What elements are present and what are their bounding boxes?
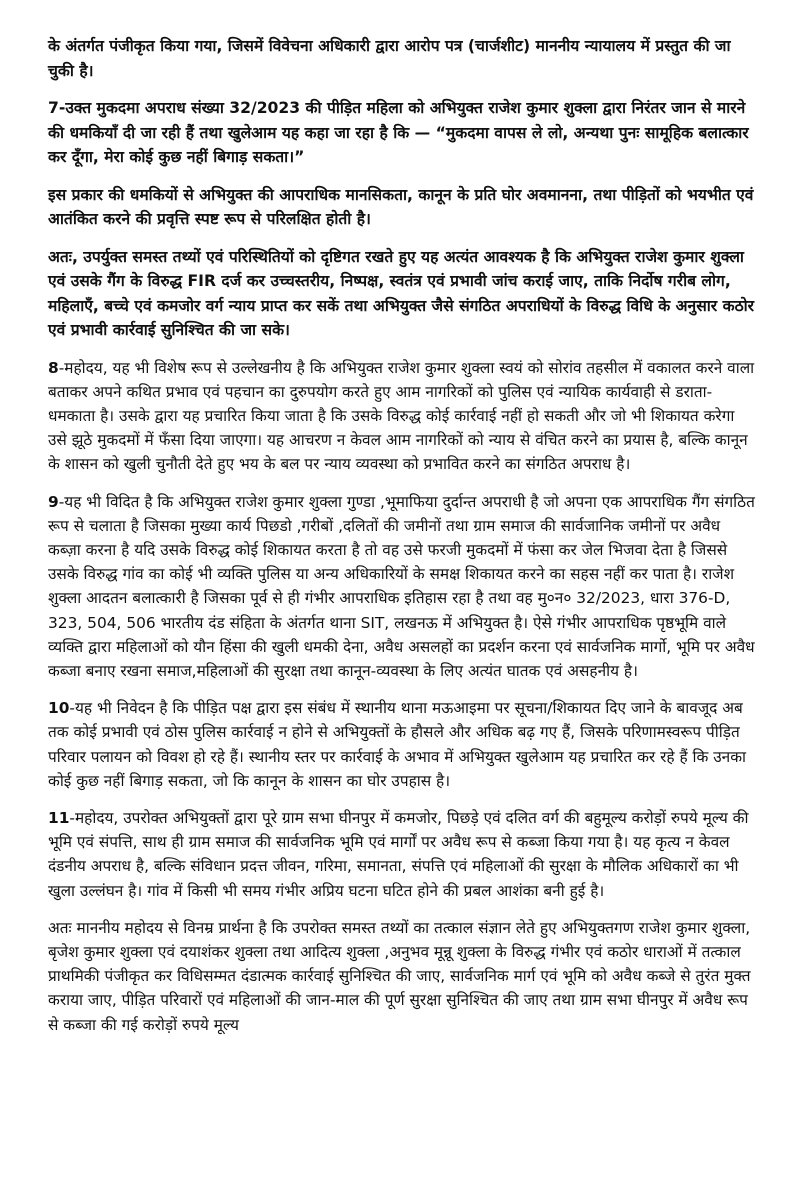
paragraph-prayer [48,916,756,1037]
paragraph-text: अतः माननीय महोदय से विनम्र प्रार्थना है कि उपरोक्त समस्त तथ्यों का तत्काल संज्ञान लेते हुए अभियुक्तगण राजेश कुमार शुक्ला, बृजेश कुमार शुक्ला एवं दयाशंकर शुक्ला तथा आदित्य शुक्ला ,अनुभव मून्नू शुक्ला के विरुद्ध गंभीर एवं कठोर धाराओं में तत्काल प्राथमिकी पंजीकृत कर विधिसम्मत दंडात्मक कार्रवाई सुनिश्चित की जाए, सार्वजनिक मार्ग एवं भूमि को अवैध कब्जे से तुरंत मुक्त कराया जाए, पीड़ित परिवारों एवं महिलाओं की जान-माल की पूर्ण सुरक्षा सुनिश्चित की जाए तथा ग्राम सभा घीनपुर में अवैध रूप से कब्जा की गई करोड़ों रुपये मूल्य [48,918,751,1034]
paragraph-fir-request [48,245,756,343]
paragraph-text: -महोदय, उपरोक्त अभियुक्तों द्वारा पूरे ग्राम सभा घीनपुर में कमजोर, पिछड़े एवं दलित वर्ग की बहुमूल्य करोड़ों रुपये मूल्य की भूमि एवं संपत्ति, साथ ही ग्राम समाज की सार्वजनिक भूमि एवं मार्गों पर अवैध रूप से कब्जा किया गया है। यह कृत्य न केवल दंडनीय अपराध है, बल्कि संविधान प्रदत्त जीवन, गरिमा, समानता, संपत्ति एवं महिलाओं की सुरक्षा के मौलिक अधिकारों का भी खुला उल्लंघन है। गांव में किसी भी समय गंभीर अप्रिय घटना घटित होने की प्रबल आशंका बनी हुई है। [48,808,749,900]
paragraph-7-threats [48,96,756,170]
document-page [48,34,756,1050]
paragraph-text: इस प्रकार की धमकियों से अभियुक्त की आपराधिक मानसिकता, कानून के प्रति घोर अवमानना, तथा पीड़ितों को भयभीत एवं आतंकित करने की प्रवृत्ति स्पष्ट रूप से परिलक्षित होती है। [48,185,754,228]
paragraph-text: के अंतर्गत पंजीकृत किया गया, जिसमें विवेचना अधिकारी द्वारा आरोप पत्र (चार्जशीट) माननीय न्यायालय में प्रस्तुत की जा चुकी है। [48,37,731,80]
paragraph-chargesheet-continuation [48,34,756,83]
paragraph-text: -यह भी निवेदन है कि पीड़ित पक्ष द्वारा इस संबंध में स्थानीय थाना मऊआइमा पर सूचना/शिकायत दिए जाने के बावजूद अब तक कोई प्रभावी एवं ठोस पुलिस कार्रवाई न होने से अभियुक्तों के हौसले और अधिक बढ़ गए हैं, जिसके परिणामस्वरूप पीड़ित परिवार पलायन को विवश हो रहे हैं। स्थानीय स्तर पर कार्रवाई के अभाव में अभियुक्त खुलेआम यह प्रचारित कर रहे हैं कि उनका कोई कुछ नहीं बिगाड़ सकता, जो कि कानून के शासन का घोर उपहास है। [48,699,746,790]
paragraph-criminal-mindset [48,183,756,232]
paragraph-text: 7-उक्त मुकदमा अपराध संख्या 32/2023 की पीड़ित महिला को अभियुक्त राजेश कुमार शुक्ला द्वारा निरंतर जान से मारने की धमकियाँ दी जा रही हैं तथा खुलेआम यह कहा जा रहा है कि — “मुकदमा वापस ले लो, अन्यथा पुनः सामूहिक बलात्कार कर दूँगा, मेरा कोई कुछ नहीं बिगाड़ सकता।” [48,99,749,166]
paragraph-number: 10 [48,699,70,718]
paragraph-number: 11 [48,808,70,827]
paragraph-text: -महोदय, यह भी विशेष रूप से उल्लेखनीय है कि अभियुक्त राजेश कुमार शुक्ला स्वयं को सोरांव तहसील में वकालत करने वाला बताकर अपने कथित प्रभाव एवं पहचान का दुरुपयोग करते हुए आम नागरिकों को पुलिस एवं न्यायिक कार्यवाही से डराता-धमकाता है। उसके द्वारा यह प्रचारित किया जाता है कि उसके विरुद्ध कोई कार्रवाई नहीं हो सकती और जो भी शिकायत करेगा उसे झूठे मुकदमों में फँसा दिया जाएगा। यह आचरण न केवल आम नागरिकों को न्याय से वंचित करने का प्रयास है, बल्कि कानून के शासन को खुली चुनौती देते हुए भय के बल पर न्याय व्यवस्था को प्रभावित करने का संगठित अपराध है। [48,358,755,474]
paragraph-9-criminal-history [48,490,756,684]
paragraph-number: 9 [48,492,59,511]
paragraph-text: -यह भी विदित है कि अभियुक्त राजेश कुमार शुक्ला गुण्डा ,भूमाफिया दुर्दान्त अपराधी है जो अपना एक आपराधिक गैंग संगठित रूप से चलाता है जिसका मुख्या कार्य पिछडो ,गरीबों ,दलितों की जमीनों तथा ग्राम समाज की सार्वजानिक जमीनों पर अवैध कब्ज़ा करना है यदि उसके विरुद्ध कोई शिकायत करता है तो वह उसे फरजी मुकदमों में फंसा कर जेल भिजवा देता है जिससे उसके विरुद्ध गांव का कोई भी व्यक्ति पुलिस या अन्य अधिकारियों के समक्ष शिकायत करने का सहस नहीं कर पाता है। राजेश शुक्ला आदतन बलात्कारी है जिसका पूर्व से ही गंभीर आपराधिक इतिहास रहा है तथा वह मु०न० 32/2023, धारा 376-D, 323, 504, 506 भारतीय दंड संहिता के अंतर्गत थाना SIT, लखनऊ में अभियुक्त है। ऐसे गंभीर आपराधिक पृष्ठभूमि वाले व्यक्ति द्वारा महिलाओं को यौन हिंसा की खुली धमकी देना, अवैध असलहों का प्रदर्शन करना एवं सार्वजनिक मार्गो, भूमि पर अवैध कब्जा बनाए रखना समाज,महिलाओं की सुरक्षा तथा कानून-व्यवस्था के लिए अत्यंत घातक एवं असहनीय है। [48,492,755,680]
paragraph-text: अतः, उपर्युक्त समस्त तथ्यों एवं परिस्थितियों को दृष्टिगत रखते हुए यह अत्यंत आवश्यक है कि अभियुक्त राजेश कुमार शुक्ला एवं उसके गैंग के विरुद्ध FIR दर्ज कर उच्चस्तरीय, निष्पक्ष, स्वतंत्र एवं प्रभावी जांच कराई जाए, ताकि निर्दोष गरीब लोग, महिलाएँ, बच्चे एवं कमजोर वर्ग न्याय प्राप्त कर सकें तथा अभियुक्त जैसे संगठित अपराधियों के विरुद्ध विधि के अनुसार कठोर एवं प्रभावी कार्रवाई सुनिश्चित की जा सके। [48,247,755,339]
paragraph-8-intimidation [48,356,756,477]
paragraph-number: 8 [48,358,59,377]
paragraph-11-land-encroachment [48,806,756,903]
paragraph-10-police-inaction [48,696,756,793]
